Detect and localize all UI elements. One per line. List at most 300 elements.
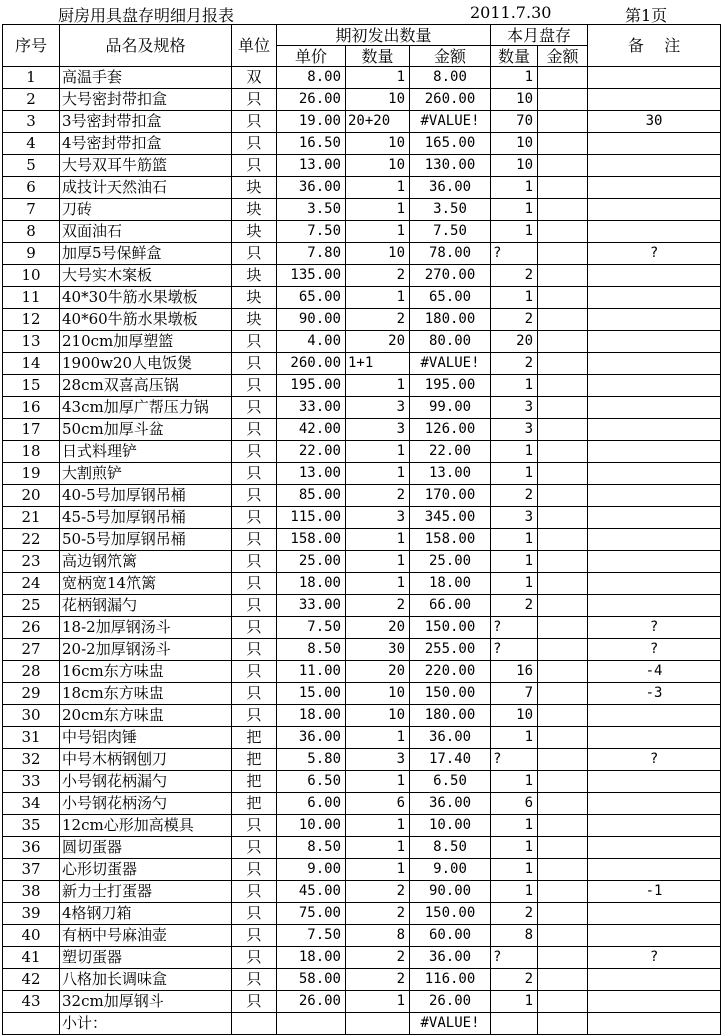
cell-note	[588, 771, 721, 793]
table-row	[3, 551, 721, 573]
cell-month-amount	[538, 815, 588, 837]
cell-qty: 2	[346, 881, 410, 903]
cell-month-qty: 1	[491, 463, 538, 485]
cell-month-amount	[538, 727, 588, 749]
cell-month-amount	[538, 595, 588, 617]
cell-name: 加厚5号保鲜盒	[60, 243, 232, 265]
cell-seq: 6	[3, 177, 60, 199]
cell-amount: 150.00	[410, 903, 491, 925]
cell-month-qty: 2	[491, 485, 538, 507]
cell-amount: 36.00	[410, 727, 491, 749]
cell-note	[588, 419, 721, 441]
cell-month-amount	[538, 683, 588, 705]
header-row-1	[3, 25, 721, 46]
cell-qty: 30	[346, 639, 410, 661]
cell-amount: 9.00	[410, 859, 491, 881]
cell-month-amount	[538, 397, 588, 419]
cell-qty: 3	[346, 397, 410, 419]
cell-unit: 只	[232, 617, 277, 639]
cell-amount: 3.50	[410, 199, 491, 221]
cell-name: 心形切蛋器	[60, 859, 232, 881]
cell-amount: 78.00	[410, 243, 491, 265]
cell-price: 7.80	[277, 243, 346, 265]
cell-qty: 2	[346, 309, 410, 331]
table-row	[3, 419, 721, 441]
cell-month-amount	[538, 485, 588, 507]
cell-note	[588, 199, 721, 221]
cell-amount: 66.00	[410, 595, 491, 617]
cell-month-qty: 1	[491, 199, 538, 221]
cell-month-amount	[538, 947, 588, 969]
title-row	[0, 0, 724, 24]
cell-note	[588, 265, 721, 287]
cell-note	[588, 485, 721, 507]
cell-name: 16cm东方味盅	[60, 661, 232, 683]
table-row	[3, 265, 721, 287]
header-month-group: 本月盘存	[491, 25, 588, 46]
table-row	[3, 155, 721, 177]
table-row	[3, 771, 721, 793]
cell-price: 3.50	[277, 199, 346, 221]
cell-month-qty: 20	[491, 331, 538, 353]
cell-note	[588, 507, 721, 529]
cell-seq: 39	[3, 903, 60, 925]
cell-seq: 3	[3, 111, 60, 133]
cell-name: 大号双耳牛筋篮	[60, 155, 232, 177]
table-row	[3, 969, 721, 991]
cell-amount: 180.00	[410, 705, 491, 727]
cell-qty: 2	[346, 595, 410, 617]
cell-note	[588, 727, 721, 749]
cell-name: 圆切蛋器	[60, 837, 232, 859]
cell-note	[588, 397, 721, 419]
cell-amount: 220.00	[410, 661, 491, 683]
cell-month-amount	[538, 67, 588, 89]
subtotal-amount: #VALUE!	[410, 1013, 491, 1035]
cell-price: 195.00	[277, 375, 346, 397]
cell-name: 40*30牛筋水果墩板	[60, 287, 232, 309]
table-row	[3, 67, 721, 89]
cell-seq: 15	[3, 375, 60, 397]
cell-price: 45.00	[277, 881, 346, 903]
cell-name: 43cm加厚广帮压力锅	[60, 397, 232, 419]
cell-name: 小号钢花柄汤勺	[60, 793, 232, 815]
cell-seq: 1	[3, 67, 60, 89]
table-row	[3, 441, 721, 463]
cell-qty: 1	[346, 991, 410, 1013]
cell-name: 28cm双喜高压锅	[60, 375, 232, 397]
cell-note	[588, 155, 721, 177]
cell-seq: 37	[3, 859, 60, 881]
cell-note: ?	[588, 749, 721, 771]
cell-amount: 10.00	[410, 815, 491, 837]
cell-price: 26.00	[277, 89, 346, 111]
cell-price: 158.00	[277, 529, 346, 551]
cell-unit: 只	[232, 837, 277, 859]
table-body	[3, 67, 721, 1013]
cell-month-amount	[538, 375, 588, 397]
cell-month-qty: ?	[491, 749, 538, 771]
cell-qty: 20	[346, 661, 410, 683]
cell-unit: 只	[232, 881, 277, 903]
cell-unit: 只	[232, 353, 277, 375]
cell-unit: 只	[232, 111, 277, 133]
cell-seq: 2	[3, 89, 60, 111]
report-date: 2011.7.30	[470, 3, 552, 22]
table-row	[3, 507, 721, 529]
cell-month-amount	[538, 133, 588, 155]
cell-name: 新力士打蛋器	[60, 881, 232, 903]
table-row	[3, 89, 721, 111]
cell-month-qty: 1	[491, 573, 538, 595]
cell-month-amount	[538, 837, 588, 859]
cell-note	[588, 837, 721, 859]
cell-month-qty: 1	[491, 727, 538, 749]
cell-name: 1900w20人电饭煲	[60, 353, 232, 375]
cell-amount: 8.50	[410, 837, 491, 859]
table-row	[3, 309, 721, 331]
cell-name: 大号实木案板	[60, 265, 232, 287]
cell-unit: 只	[232, 595, 277, 617]
cell-qty: 3	[346, 507, 410, 529]
cell-qty: 10	[346, 155, 410, 177]
cell-seq: 26	[3, 617, 60, 639]
cell-month-qty: 10	[491, 89, 538, 111]
cell-price: 18.00	[277, 947, 346, 969]
cell-month-amount	[538, 771, 588, 793]
cell-unit: 只	[232, 661, 277, 683]
cell-price: 9.00	[277, 859, 346, 881]
cell-price: 115.00	[277, 507, 346, 529]
cell-note	[588, 67, 721, 89]
cell-note	[588, 441, 721, 463]
cell-amount: 7.50	[410, 221, 491, 243]
table-row	[3, 133, 721, 155]
table-row	[3, 881, 721, 903]
cell-price: 13.00	[277, 463, 346, 485]
cell-price: 8.50	[277, 639, 346, 661]
cell-note	[588, 331, 721, 353]
cell-seq: 25	[3, 595, 60, 617]
cell-amount: 26.00	[410, 991, 491, 1013]
table-row	[3, 925, 721, 947]
cell-qty: 3	[346, 419, 410, 441]
cell-unit: 块	[232, 265, 277, 287]
cell-seq: 12	[3, 309, 60, 331]
cell-amount: 8.00	[410, 67, 491, 89]
cell-month-amount	[538, 925, 588, 947]
cell-price: 5.80	[277, 749, 346, 771]
cell-price: 8.00	[277, 67, 346, 89]
cell-month-amount	[538, 991, 588, 1013]
cell-note	[588, 925, 721, 947]
cell-qty: 1	[346, 573, 410, 595]
cell-qty: 20+20	[346, 111, 410, 133]
cell-month-amount	[538, 177, 588, 199]
cell-month-amount	[538, 265, 588, 287]
cell-name: 高边钢笊篱	[60, 551, 232, 573]
cell-note: 30	[588, 111, 721, 133]
subtotal-label: 小计：	[60, 1013, 232, 1035]
cell-month-qty: 1	[491, 441, 538, 463]
cell-unit: 块	[232, 221, 277, 243]
cell-month-qty: 2	[491, 595, 538, 617]
cell-month-qty: 2	[491, 969, 538, 991]
header-name: 品名及规格	[60, 25, 232, 67]
cell-month-amount	[538, 419, 588, 441]
cell-seq: 14	[3, 353, 60, 375]
cell-unit: 只	[232, 903, 277, 925]
cell-qty: 1	[346, 375, 410, 397]
cell-month-amount	[538, 199, 588, 221]
inventory-table	[2, 24, 721, 1035]
cell-seq: 21	[3, 507, 60, 529]
cell-price: 260.00	[277, 353, 346, 375]
cell-month-qty: 3	[491, 507, 538, 529]
cell-month-qty: 2	[491, 353, 538, 375]
cell-seq: 10	[3, 265, 60, 287]
cell-unit: 把	[232, 749, 277, 771]
cell-note: ?	[588, 617, 721, 639]
cell-amount: 255.00	[410, 639, 491, 661]
cell-qty: 3	[346, 749, 410, 771]
cell-qty: 10	[346, 89, 410, 111]
cell-price: 25.00	[277, 551, 346, 573]
table-row	[3, 243, 721, 265]
cell-name: 日式料理铲	[60, 441, 232, 463]
cell-price: 7.50	[277, 221, 346, 243]
cell-amount: 36.00	[410, 947, 491, 969]
cell-note: ?	[588, 243, 721, 265]
cell-amount: 165.00	[410, 133, 491, 155]
cell-name: 18-2加厚钢汤斗	[60, 617, 232, 639]
cell-seq: 29	[3, 683, 60, 705]
cell-month-amount	[538, 551, 588, 573]
cell-month-amount	[538, 881, 588, 903]
cell-price: 135.00	[277, 265, 346, 287]
cell-month-amount	[538, 903, 588, 925]
cell-note	[588, 177, 721, 199]
cell-month-amount	[538, 705, 588, 727]
cell-note: -1	[588, 881, 721, 903]
cell-qty: 1	[346, 859, 410, 881]
cell-unit: 只	[232, 441, 277, 463]
cell-unit: 只	[232, 551, 277, 573]
cell-month-qty: 1	[491, 991, 538, 1013]
cell-month-amount	[538, 507, 588, 529]
cell-name: 50-5号加厚钢吊桶	[60, 529, 232, 551]
cell-name: 40*60牛筋水果墩板	[60, 309, 232, 331]
cell-month-qty: 1	[491, 551, 538, 573]
cell-price: 18.00	[277, 573, 346, 595]
table-row	[3, 463, 721, 485]
cell-amount: 36.00	[410, 177, 491, 199]
cell-seq: 5	[3, 155, 60, 177]
cell-month-amount	[538, 639, 588, 661]
cell-note	[588, 793, 721, 815]
table-row	[3, 815, 721, 837]
cell-month-amount	[538, 793, 588, 815]
cell-seq: 36	[3, 837, 60, 859]
table-row	[3, 661, 721, 683]
cell-seq: 9	[3, 243, 60, 265]
cell-note	[588, 529, 721, 551]
cell-seq: 13	[3, 331, 60, 353]
table-row	[3, 705, 721, 727]
cell-name: 高温手套	[60, 67, 232, 89]
cell-unit: 块	[232, 177, 277, 199]
cell-name: 50cm加厚斗盆	[60, 419, 232, 441]
cell-month-qty: ?	[491, 947, 538, 969]
cell-month-qty: 3	[491, 419, 538, 441]
cell-unit: 只	[232, 969, 277, 991]
cell-seq: 11	[3, 287, 60, 309]
cell-name: 中号铝肉锤	[60, 727, 232, 749]
cell-seq: 30	[3, 705, 60, 727]
cell-note	[588, 815, 721, 837]
header-month-qty: 数量	[491, 46, 538, 67]
cell-unit: 只	[232, 507, 277, 529]
cell-month-qty: 1	[491, 177, 538, 199]
cell-month-qty: 1	[491, 815, 538, 837]
header-unit: 单位	[232, 25, 277, 67]
table-row	[3, 639, 721, 661]
cell-note	[588, 353, 721, 375]
cell-seq: 33	[3, 771, 60, 793]
cell-name: 大割煎铲	[60, 463, 232, 485]
table-row	[3, 749, 721, 771]
cell-unit: 只	[232, 991, 277, 1013]
cell-seq: 32	[3, 749, 60, 771]
cell-month-qty: 7	[491, 683, 538, 705]
cell-seq: 22	[3, 529, 60, 551]
cell-unit: 只	[232, 243, 277, 265]
cell-amount: 13.00	[410, 463, 491, 485]
cell-qty: 1	[346, 727, 410, 749]
cell-qty: 6	[346, 793, 410, 815]
cell-name: 4号密封带扣盒	[60, 133, 232, 155]
cell-name: 刀砖	[60, 199, 232, 221]
cell-month-qty: 1	[491, 529, 538, 551]
cell-unit: 双	[232, 67, 277, 89]
cell-qty: 2	[346, 947, 410, 969]
cell-seq: 7	[3, 199, 60, 221]
cell-unit: 只	[232, 925, 277, 947]
cell-month-qty: 1	[491, 67, 538, 89]
cell-name: 40-5号加厚钢吊桶	[60, 485, 232, 507]
cell-seq: 31	[3, 727, 60, 749]
cell-amount: 116.00	[410, 969, 491, 991]
cell-price: 11.00	[277, 661, 346, 683]
cell-unit: 只	[232, 573, 277, 595]
cell-month-qty: 2	[491, 903, 538, 925]
cell-month-qty: 6	[491, 793, 538, 815]
cell-price: 10.00	[277, 815, 346, 837]
cell-month-qty: 2	[491, 309, 538, 331]
cell-price: 18.00	[277, 705, 346, 727]
cell-name: 20cm东方味盅	[60, 705, 232, 727]
cell-seq: 8	[3, 221, 60, 243]
cell-note	[588, 89, 721, 111]
cell-qty: 1+1	[346, 353, 410, 375]
cell-unit: 块	[232, 287, 277, 309]
cell-amount: #VALUE!	[410, 111, 491, 133]
cell-amount: 65.00	[410, 287, 491, 309]
page-number: 第1页	[625, 6, 668, 25]
table-row	[3, 375, 721, 397]
cell-note: -4	[588, 661, 721, 683]
cell-month-amount	[538, 573, 588, 595]
cell-amount: 60.00	[410, 925, 491, 947]
cell-qty: 1	[346, 221, 410, 243]
cell-month-amount	[538, 155, 588, 177]
cell-unit: 只	[232, 859, 277, 881]
cell-price: 8.50	[277, 837, 346, 859]
cell-unit: 只	[232, 705, 277, 727]
cell-price: 7.50	[277, 617, 346, 639]
cell-seq: 42	[3, 969, 60, 991]
table-row	[3, 595, 721, 617]
cell-price: 85.00	[277, 485, 346, 507]
cell-seq: 41	[3, 947, 60, 969]
cell-qty: 2	[346, 969, 410, 991]
cell-price: 58.00	[277, 969, 346, 991]
cell-qty: 1	[346, 199, 410, 221]
cell-month-qty: 1	[491, 859, 538, 881]
header-seq: 序号	[3, 25, 60, 67]
table-row	[3, 331, 721, 353]
cell-month-amount	[538, 661, 588, 683]
cell-name: 12cm心形加高模具	[60, 815, 232, 837]
cell-name: 塑切蛋器	[60, 947, 232, 969]
cell-month-amount	[538, 353, 588, 375]
table-row	[3, 903, 721, 925]
cell-seq: 40	[3, 925, 60, 947]
cell-amount: 270.00	[410, 265, 491, 287]
cell-month-qty: 2	[491, 265, 538, 287]
cell-unit: 块	[232, 199, 277, 221]
cell-note	[588, 375, 721, 397]
cell-name: 18cm东方味盅	[60, 683, 232, 705]
cell-amount: 126.00	[410, 419, 491, 441]
table-row	[3, 177, 721, 199]
table-row	[3, 683, 721, 705]
cell-seq: 34	[3, 793, 60, 815]
cell-price: 22.00	[277, 441, 346, 463]
header-qty: 数量	[346, 46, 410, 67]
cell-qty: 1	[346, 551, 410, 573]
cell-name: 八格加长调味盒	[60, 969, 232, 991]
cell-month-amount	[538, 243, 588, 265]
header-price: 单价	[277, 46, 346, 67]
cell-qty: 1	[346, 463, 410, 485]
cell-unit: 只	[232, 463, 277, 485]
table-row	[3, 727, 721, 749]
cell-note	[588, 859, 721, 881]
table-row	[3, 397, 721, 419]
cell-amount: #VALUE!	[410, 353, 491, 375]
cell-name: 小号钢花柄漏勺	[60, 771, 232, 793]
cell-seq: 16	[3, 397, 60, 419]
cell-note: ?	[588, 639, 721, 661]
cell-seq: 4	[3, 133, 60, 155]
cell-amount: 150.00	[410, 617, 491, 639]
cell-seq: 43	[3, 991, 60, 1013]
cell-qty: 1	[346, 441, 410, 463]
cell-price: 36.00	[277, 727, 346, 749]
cell-month-qty: 1	[491, 837, 538, 859]
subtotal-row	[3, 1013, 721, 1035]
